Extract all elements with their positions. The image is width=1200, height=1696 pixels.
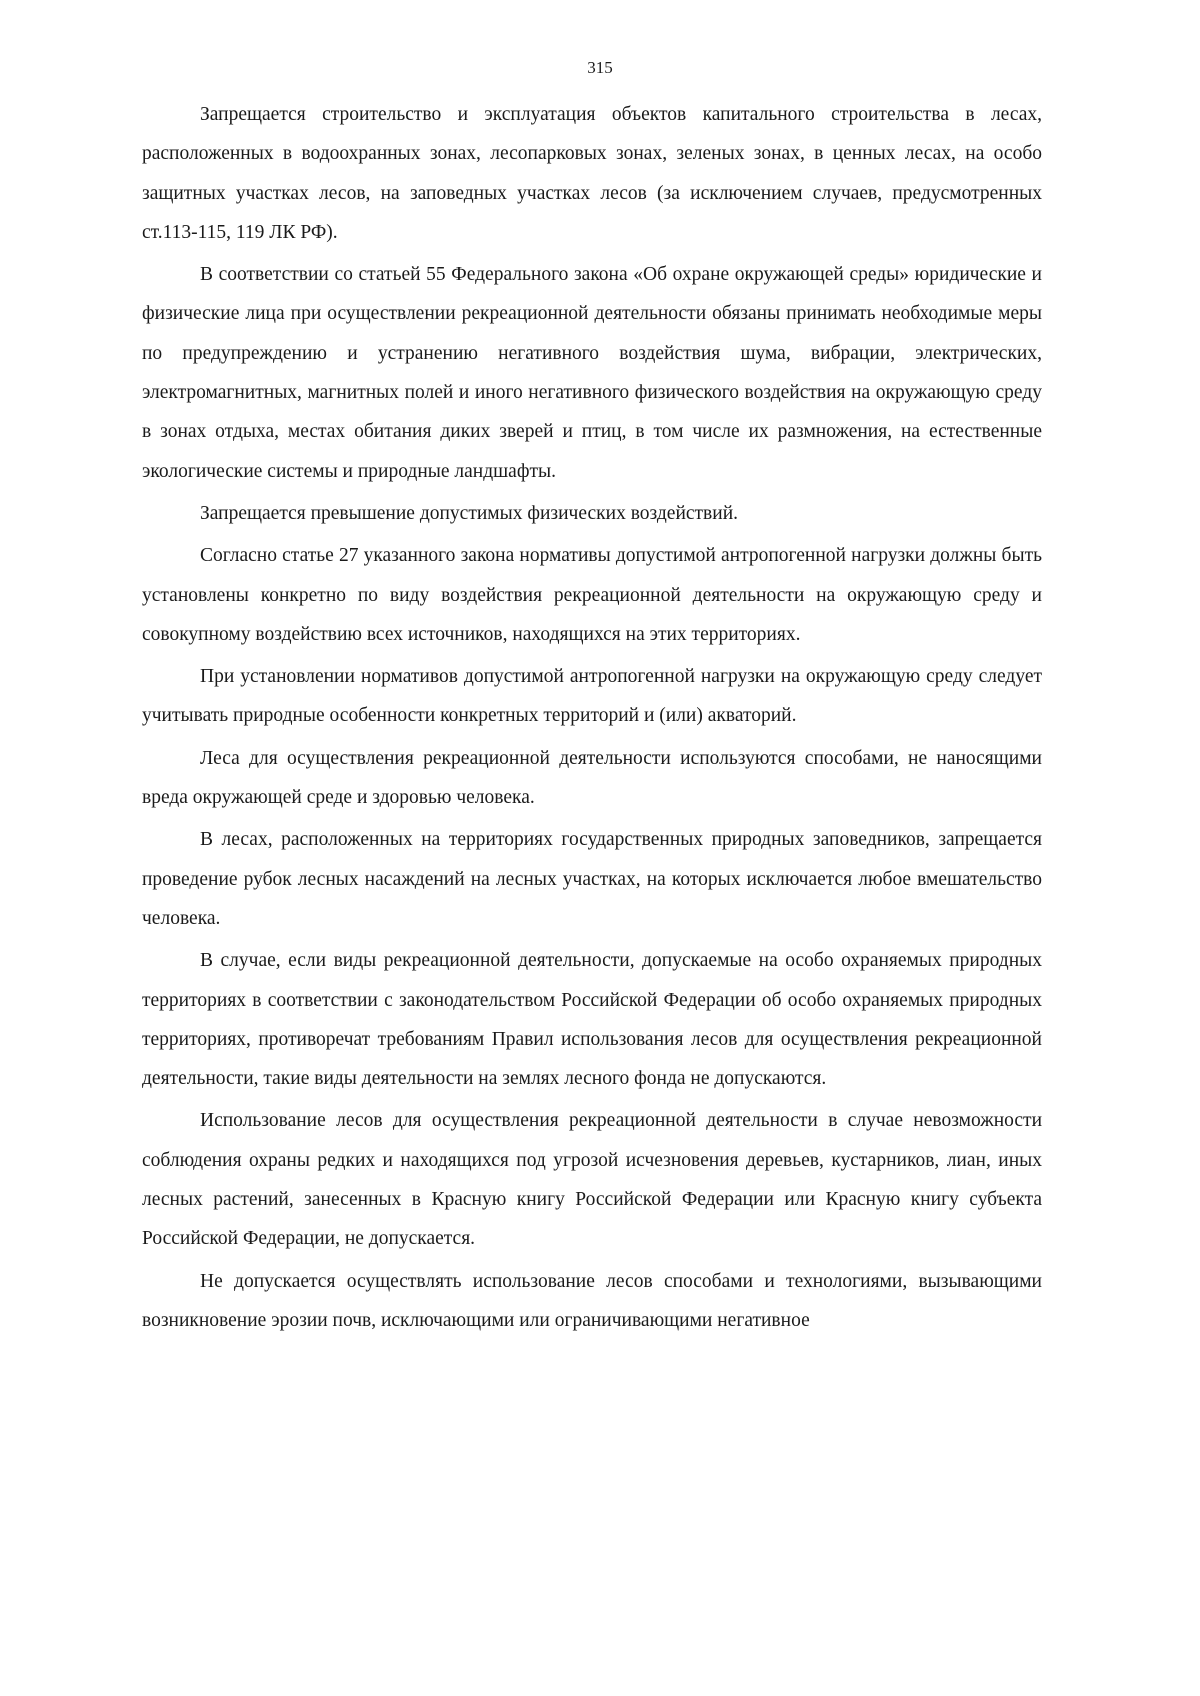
paragraph-article-55: В соответствии со статьей 55 Федерального закона «Об охране окружающей среды» юридические и физические лица при осуществлении рекреационной деятельности обязаны принимать необходимые меры по предупреждению и устранению негативного воздействия шума, вибрации, электрических, электромагнитных, магнитных полей и иного негативного физического воздействия на окружающую среду в зонах отдыха, местах обитания диких зверей и птиц, в том числе их размножения, на естественные экологические системы и природные ландшафты. <box>142 264 1042 482</box>
paragraph-protected-areas: В случае, если виды рекреационной деятельности, допускаемые на особо охраняемых природных территориях в соответствии с законодательством Российской Федерации об особо охраняемых природных территориях, противоречат требованиям Правил использования лесов для осуществления рекреационной деятельности, такие виды деятельности на землях лесного фонда не допускаются. <box>142 950 1042 1090</box>
paragraph-red-book: Использование лесов для осуществления рекреационной деятельности в случае невозможности соблюдения охраны редких и находящихся под угрозой исчезновения деревьев, кустарников, лиан, иных лесных растений, занесенных в Красную книгу Российской Федерации или Красную книгу субъекта Российской Федерации, не допускается. <box>142 1110 1042 1250</box>
document-body <box>142 95 1042 1343</box>
paragraph-load-standards: При установлении нормативов допустимой антропогенной нагрузки на окружающую среду следует учитывать природные особенности конкретных территорий и (или) акваторий. <box>142 666 1042 727</box>
paragraph-physical-impact-ban: Запрещается превышение допустимых физических воздействий. <box>200 502 739 524</box>
paragraph-article-27: Согласно статье 27 указанного закона нормативы допустимой антропогенной нагрузки должны быть установлены конкретно по виду воздействия рекреационной деятельности на окружающую среду и совокупному воздействию всех источников, находящихся на этих территориях. <box>142 545 1042 645</box>
paragraph-reserves: В лесах, расположенных на территориях государственных природных заповедников, запрещается проведение рубок лесных насаждений на лесных участках, на которых исключается любое вмешательство человека. <box>142 829 1042 929</box>
paragraph-soil-erosion: Не допускается осуществлять использование лесов способами и технологиями, вызывающими возникновение эрозии почв, исключающими или ограничивающими негативное <box>142 1270 1042 1331</box>
page-number: 315 <box>587 58 613 77</box>
paragraph-forest-use-methods: Леса для осуществления рекреационной деятельности используются способами, не наносящими вреда окружающей среде и здоровью человека. <box>142 747 1042 809</box>
paragraph-construction-ban: Запрещается строительство и эксплуатация объектов капитального строительства в лесах, расположенных в водоохранных зонах, лесопарковых зонах, зеленых зонах, в ценных лесах, на особо защитных участках лесов, на заповедных участках лесов (за исключением случаев, предусмотренных ст.113-115, 119 ЛК РФ). <box>142 104 1042 243</box>
